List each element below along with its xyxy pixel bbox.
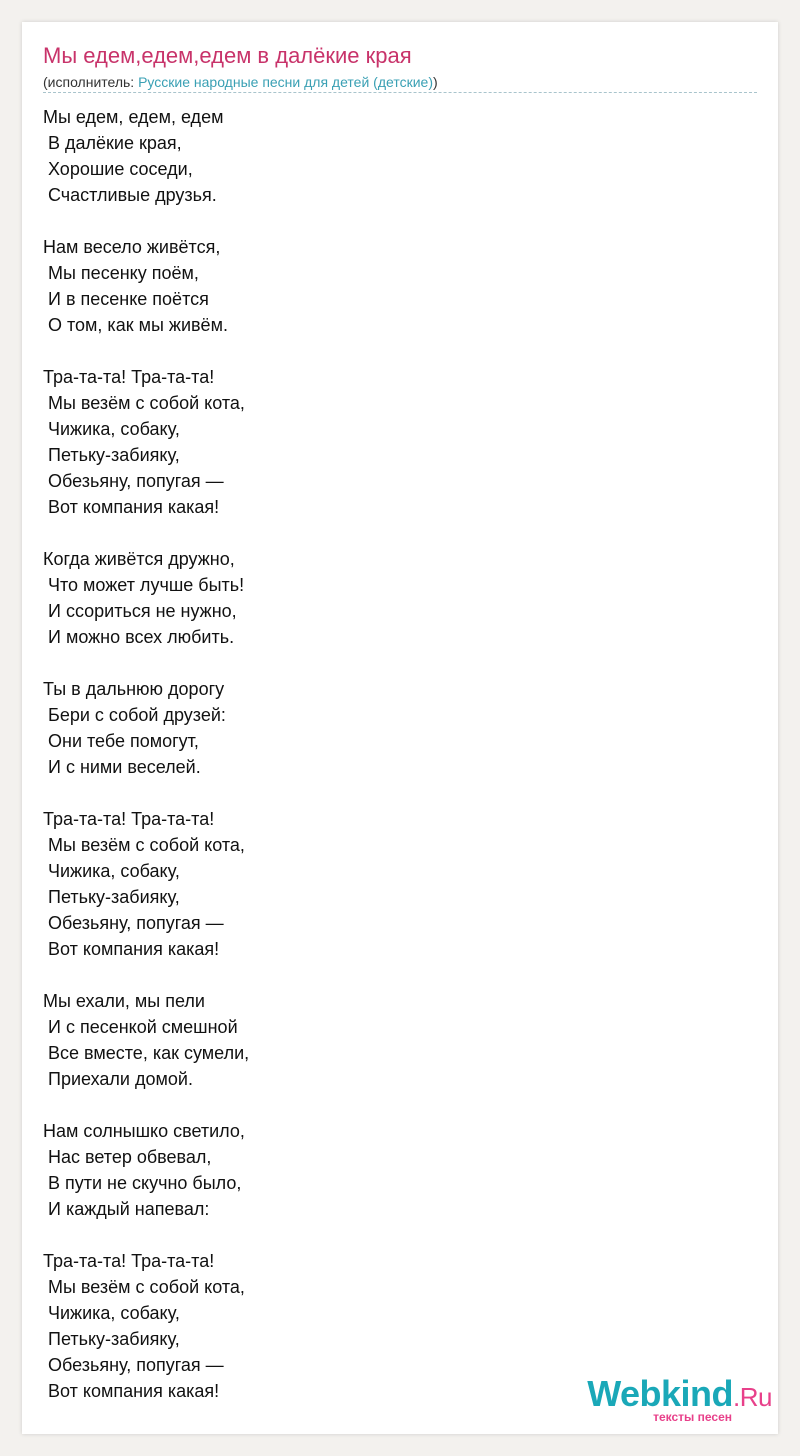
- stanza: [43, 546, 743, 650]
- lyric-line: Хорошие соседи,: [43, 159, 193, 179]
- performer-line: [43, 73, 438, 91]
- lyric-line: Чижика, собаку,: [43, 1303, 180, 1323]
- performer-link[interactable]: Русские народные песни для детей (детские): [138, 74, 433, 90]
- performer-prefix: (исполнитель:: [43, 74, 139, 90]
- lyrics-page: [22, 22, 778, 1434]
- lyric-line: Они тебе помогут,: [43, 731, 199, 751]
- performer-suffix: ): [432, 74, 438, 90]
- stanza: [43, 234, 743, 338]
- lyric-line: Обезьяну, попугая —: [43, 471, 224, 491]
- lyric-line: И с ними веселей.: [43, 757, 201, 777]
- lyric-line: Чижика, собаку,: [43, 419, 180, 439]
- lyric-line: Петьку-забияку,: [43, 1329, 180, 1349]
- lyric-line: В далёкие края,: [43, 133, 182, 153]
- lyric-line: Когда живётся дружно,: [43, 549, 235, 569]
- lyric-line: Мы песенку поём,: [43, 263, 199, 283]
- lyric-line: Вот компания какая!: [43, 1381, 220, 1401]
- stanza: [43, 806, 743, 962]
- lyric-line: Приехали домой.: [43, 1069, 193, 1089]
- site-logo: [572, 1374, 772, 1434]
- stanza: [43, 676, 743, 780]
- lyric-line: Тра-та-та! Тра-та-та!: [43, 1251, 215, 1271]
- lyric-line: В пути не скучно было,: [43, 1173, 242, 1193]
- song-title: Мы едем,едем,едем в далёкие края: [43, 43, 412, 68]
- stanza: [43, 364, 743, 520]
- lyric-line: И в песенке поётся: [43, 289, 209, 309]
- logo-brand: Webkind: [587, 1373, 734, 1414]
- lyric-line: Мы везём с собой кота,: [43, 1277, 245, 1297]
- lyric-line: Мы везём с собой кота,: [43, 393, 245, 413]
- lyric-line: Все вместе, как сумели,: [43, 1043, 250, 1063]
- lyric-line: Нас ветер обвевал,: [43, 1147, 212, 1167]
- stanza: [43, 104, 743, 208]
- lyric-line: Мы везём с собой кота,: [43, 835, 245, 855]
- lyric-line: Обезьяну, попугая —: [43, 913, 224, 933]
- lyric-line: Чижика, собаку,: [43, 861, 180, 881]
- lyric-line: Петьку-забияку,: [43, 887, 180, 907]
- lyric-line: Счастливые друзья.: [43, 185, 217, 205]
- lyric-line: И можно всех любить.: [43, 627, 235, 647]
- lyric-line: Мы ехали, мы пели: [43, 991, 205, 1011]
- lyric-line: И с песенкой смешной: [43, 1017, 238, 1037]
- lyric-line: Вот компания какая!: [43, 497, 220, 517]
- logo-tld: .Ru: [733, 1382, 772, 1412]
- lyric-line: Мы едем, едем, едем: [43, 107, 224, 127]
- lyrics-text: [43, 104, 743, 1430]
- stanza: [43, 988, 743, 1092]
- lyric-line: Вот компания какая!: [43, 939, 220, 959]
- lyric-line: И каждый напевал:: [43, 1199, 210, 1219]
- logo-tagline: тексты песен: [653, 1410, 732, 1424]
- lyric-line: Нам солнышко светило,: [43, 1121, 245, 1141]
- lyric-line: Нам весело живётся,: [43, 237, 221, 257]
- lyric-line: Тра-та-та! Тра-та-та!: [43, 809, 215, 829]
- lyric-line: О том, как мы живём.: [43, 315, 228, 335]
- lyric-line: Петьку-забияку,: [43, 445, 180, 465]
- lyric-line: Тра-та-та! Тра-та-та!: [43, 367, 215, 387]
- lyric-line: Что может лучше быть!: [43, 575, 245, 595]
- lyric-line: Ты в дальнюю дорогу: [43, 679, 225, 699]
- stanza: [43, 1118, 743, 1222]
- dashed-divider: [43, 92, 757, 93]
- lyric-line: Обезьяну, попугая —: [43, 1355, 224, 1375]
- lyric-line: Бери с собой друзей:: [43, 705, 226, 725]
- lyric-line: И ссориться не нужно,: [43, 601, 237, 621]
